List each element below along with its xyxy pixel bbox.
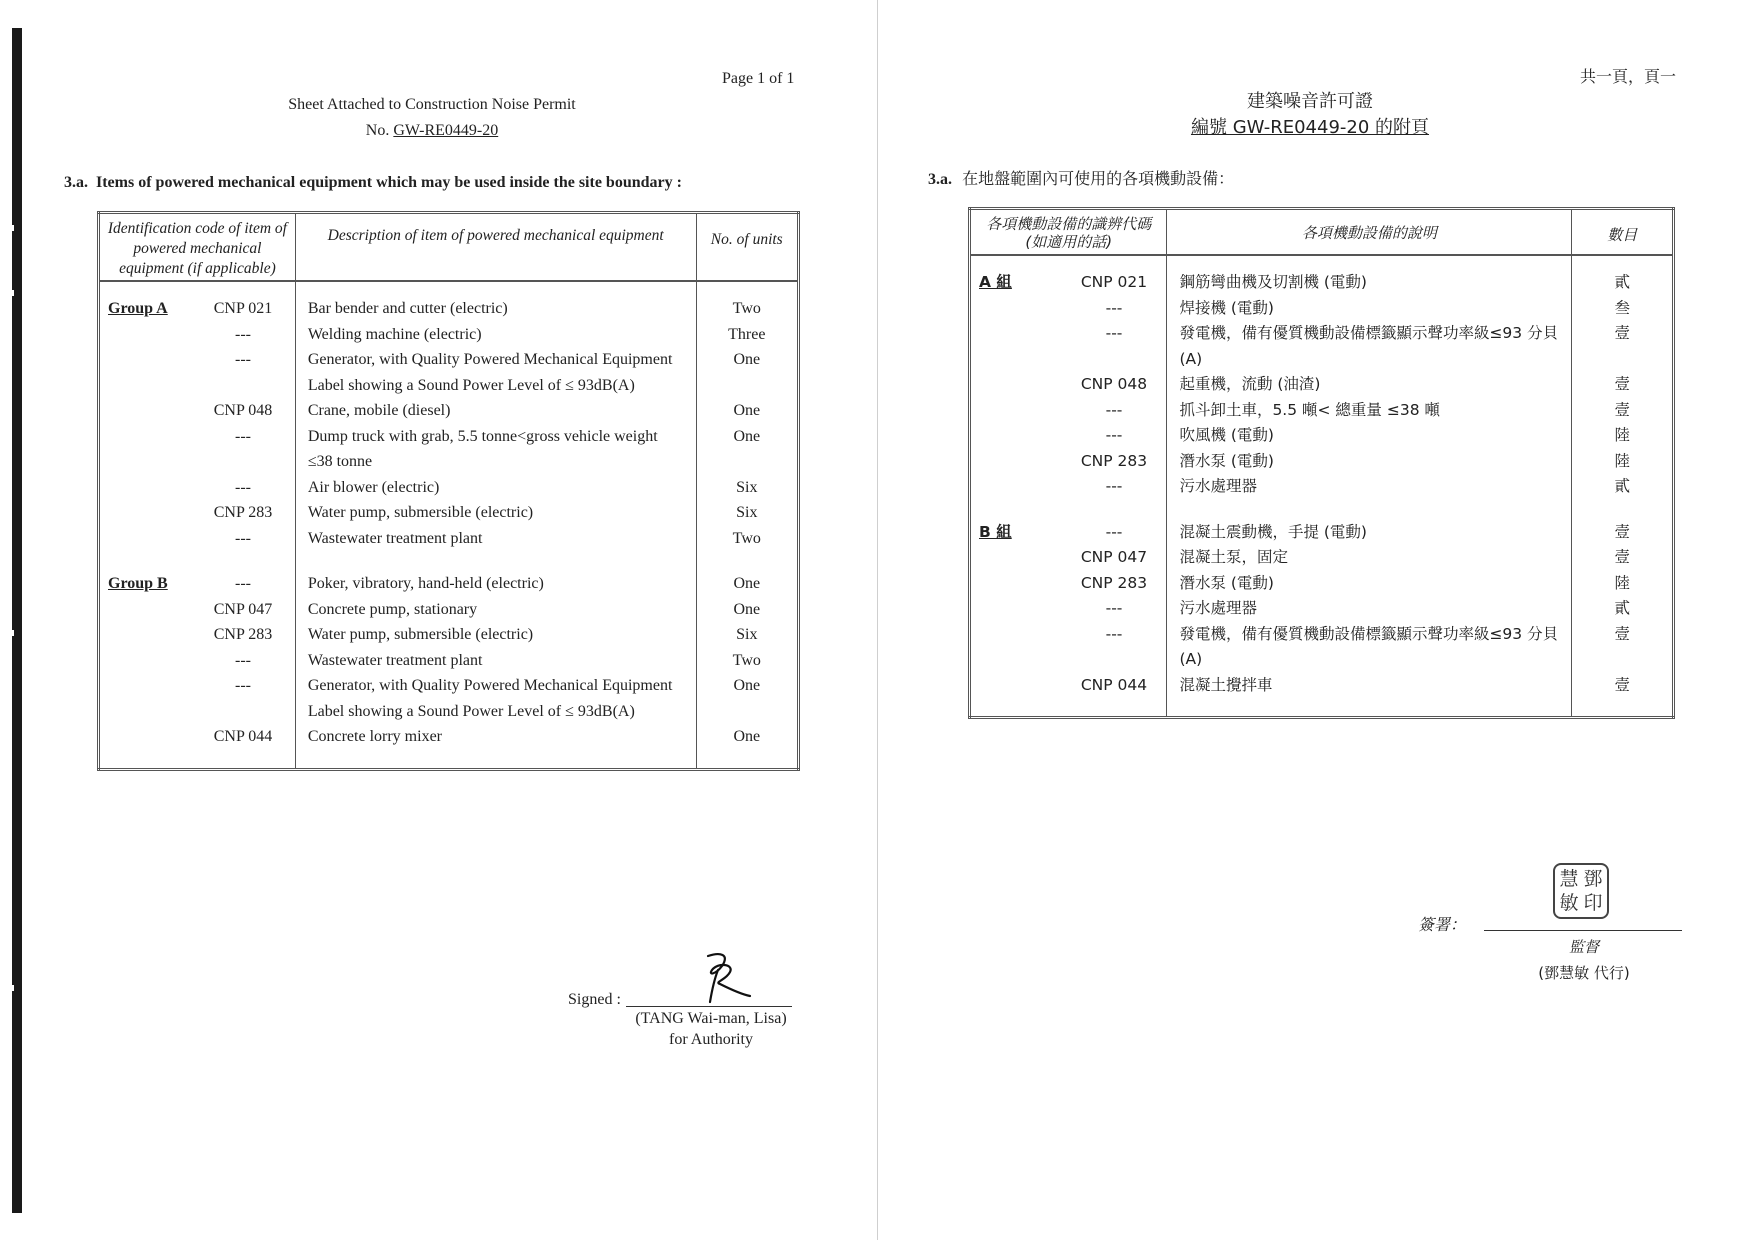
- zh-code-cell: [970, 596, 1167, 622]
- zh-unit-count: 壹: [1614, 400, 1630, 419]
- zh-section-label: 3.a.: [928, 171, 952, 188]
- code-cell: [99, 597, 296, 623]
- zh-unit-count: 陸: [1614, 451, 1630, 470]
- for-authority: for Authority: [669, 1031, 753, 1048]
- signature-line: [626, 1006, 792, 1007]
- zh-unit-count: 壹: [1614, 624, 1630, 643]
- equipment-code: ---: [235, 529, 251, 547]
- sheet-title: Sheet Attached to Construction Noise Permit: [288, 96, 576, 113]
- zh-equipment-code: ---: [1105, 624, 1123, 643]
- seal-char: 印: [1583, 892, 1603, 914]
- zh-code-cell: [970, 255, 1167, 296]
- scan-tick: [8, 985, 14, 991]
- signature: [700, 950, 764, 1006]
- table-row: [99, 475, 799, 501]
- zh-code-cell: [970, 423, 1167, 449]
- zh-equipment-code: CNP 283: [1080, 451, 1148, 470]
- zh-equipment-description: 焊接機 (電動): [1167, 296, 1572, 322]
- equipment-description: Wastewater treatment plant: [295, 526, 696, 552]
- unit-count: Six: [736, 478, 758, 496]
- equipment-code: ---: [235, 575, 251, 592]
- page-divider: [877, 0, 878, 1240]
- zh-table-row: [970, 296, 1674, 322]
- zh-unit-count: 貳: [1614, 273, 1630, 291]
- permit-number: GW-RE0449-20: [393, 122, 499, 139]
- equipment-description: Concrete lorry mixer: [295, 724, 696, 769]
- unit-count: One: [733, 677, 761, 694]
- zh-unit-count: 陸: [1614, 426, 1630, 444]
- zh-equipment-description: 混凝土震動機，手提 (電動): [1167, 500, 1572, 546]
- zh-unit-count: 貳: [1614, 477, 1630, 495]
- zh-code-cell: [970, 449, 1167, 475]
- zh-equipment-code: CNP 048: [1080, 375, 1148, 393]
- zh-unit-count: 壹: [1614, 375, 1630, 393]
- scan-tick: [8, 225, 14, 231]
- permit-number-line: [232, 122, 632, 140]
- zh-equipment-table: [968, 207, 1675, 719]
- zh-code-cell: [970, 321, 1167, 372]
- equipment-code: CNP 283: [213, 626, 273, 643]
- equipment-code: ---: [235, 325, 251, 343]
- zh-code-cell: [970, 296, 1167, 322]
- table-row: [99, 398, 799, 424]
- equipment-code: ---: [235, 651, 251, 669]
- code-cell: [99, 500, 296, 526]
- table-row: [99, 597, 799, 623]
- code-cell: [99, 526, 296, 552]
- zh-code-cell: [970, 372, 1167, 398]
- zh-equipment-code: ---: [1105, 522, 1123, 541]
- zh-equipment-description: 抓斗卸土車，5.5 噸< 總重量 ≤38 噸: [1167, 398, 1572, 424]
- zh-delegate: (鄧慧敏 代行): [1538, 964, 1630, 982]
- permit-number-prefix: No.: [365, 122, 390, 139]
- zh-header-units: 數目: [1572, 209, 1674, 256]
- table-row: [99, 526, 799, 552]
- equipment-code: CNP 048: [213, 402, 273, 419]
- zh-unit-count: 壹: [1614, 324, 1630, 342]
- zh-code-cell: [970, 545, 1167, 571]
- zh-header-description: 各項機動設備的說明: [1167, 209, 1572, 256]
- equipment-code: CNP 047: [213, 600, 273, 618]
- unit-count: One: [733, 600, 761, 618]
- unit-count: One: [733, 427, 761, 445]
- equipment-code: ---: [235, 677, 251, 694]
- page-number: Page 1 of 1: [722, 70, 795, 87]
- code-cell: [99, 673, 296, 724]
- zh-unit-count: 壹: [1614, 548, 1630, 566]
- table-row: [99, 673, 799, 724]
- zh-equipment-code: ---: [1105, 400, 1123, 419]
- code-cell: [99, 724, 296, 769]
- zh-equipment-description: 吹風機 (電動): [1167, 423, 1572, 449]
- zh-equipment-description: 起重機，流動 (油渣): [1167, 372, 1572, 398]
- zh-page-number: 共一頁，頁一: [1580, 67, 1677, 86]
- zh-signature-line: [1484, 930, 1682, 931]
- zh-group-label: A 組: [979, 273, 1012, 291]
- code-cell: [99, 424, 296, 475]
- zh-code-cell: [970, 398, 1167, 424]
- zh-equipment-description: 污水處理器: [1167, 474, 1572, 500]
- zh-section-title: 在地盤範圍內可使用的各項機動設備：: [962, 169, 1235, 188]
- zh-equipment-description: 鋼筋彎曲機及切割機 (電動): [1167, 255, 1572, 296]
- equipment-description: Water pump, submersible (electric): [295, 500, 696, 526]
- zh-table-row: [970, 545, 1674, 571]
- unit-count: Two: [732, 529, 761, 547]
- zh-section-heading: [928, 166, 1234, 189]
- zh-unit-count: 壹: [1614, 522, 1630, 541]
- header-units: No. of units: [696, 213, 798, 282]
- table-row: [99, 347, 799, 398]
- zh-equipment-code: CNP 283: [1080, 573, 1148, 592]
- equipment-description: Bar bender and cutter (electric): [295, 281, 696, 322]
- zh-code-cell: [970, 622, 1167, 673]
- zh-signed-label: 簽署：: [1418, 915, 1467, 934]
- zh-group-label: B 組: [979, 522, 1012, 541]
- zh-permit-number: 編號 GW-RE0449-20 的附頁: [1190, 117, 1430, 138]
- unit-count: Two: [732, 651, 761, 669]
- zh-header-code: 各項機動設備的識辨代碼 (如適用的話): [970, 209, 1167, 256]
- section-title: Items of powered mechanical equipment which may be used inside the site boundary :: [96, 174, 682, 191]
- zh-equipment-code: ---: [1105, 426, 1123, 444]
- zh-code-cell: [970, 474, 1167, 500]
- code-cell: [99, 475, 296, 501]
- zh-table-row: [970, 398, 1674, 424]
- zh-table-row: [970, 571, 1674, 597]
- equipment-description: Welding machine (electric): [295, 322, 696, 348]
- scan-tick: [8, 630, 14, 636]
- zh-sheet-title: 建築噪音許可證: [1247, 91, 1373, 112]
- code-cell: [99, 648, 296, 674]
- unit-count: Six: [736, 504, 758, 521]
- equipment-description: Generator, with Quality Powered Mechanical Equipment Label showing a Sound Power Level of ≤ 93dB(A): [295, 347, 696, 398]
- zh-table-row: [970, 449, 1674, 475]
- zh-table-row: [970, 596, 1674, 622]
- zh-table-row: [970, 423, 1674, 449]
- zh-table-row: [970, 372, 1674, 398]
- equipment-code: ---: [235, 427, 251, 445]
- code-cell: [99, 398, 296, 424]
- equipment-description: Concrete pump, stationary: [295, 597, 696, 623]
- zh-supervisor: 監督: [1568, 938, 1599, 956]
- header-description: Description of item of powered mechanical equipment: [295, 213, 696, 282]
- zh-code-cell: [970, 571, 1167, 597]
- zh-table-row: [970, 500, 1674, 546]
- equipment-description: Generator, with Quality Powered Mechanical Equipment Label showing a Sound Power Level of ≤ 93dB(A): [295, 673, 696, 724]
- unit-count: Two: [732, 300, 761, 317]
- signed-label: Signed :: [568, 991, 621, 1008]
- equipment-code: CNP 044: [213, 728, 273, 745]
- group-label: Group A: [108, 300, 168, 317]
- code-cell: [99, 347, 296, 398]
- table-row: [99, 648, 799, 674]
- zh-equipment-code: ---: [1105, 298, 1123, 317]
- seal-char: 慧: [1559, 868, 1579, 890]
- code-cell: [99, 322, 296, 348]
- unit-count: Three: [728, 325, 766, 343]
- equipment-code: ---: [235, 478, 251, 496]
- zh-equipment-description: 混凝土攪拌車: [1167, 673, 1572, 718]
- section-heading: [64, 174, 682, 192]
- seal-char: 鄧: [1583, 868, 1603, 890]
- equipment-code: CNP 021: [213, 300, 273, 317]
- section-label: 3.a.: [64, 174, 88, 191]
- zh-equipment-description: 發電機，備有優質機動設備標籤顯示聲功率級≤93 分貝(A): [1167, 321, 1572, 372]
- table-row: [99, 424, 799, 475]
- table-row: [99, 724, 799, 769]
- zh-equipment-description: 發電機，備有優質機動設備標籤顯示聲功率級≤93 分貝(A): [1167, 622, 1572, 673]
- zh-code-cell: [970, 673, 1167, 718]
- zh-code-cell: [970, 500, 1167, 546]
- equipment-description: Poker, vibratory, hand-held (electric): [295, 551, 696, 597]
- table-row: [99, 622, 799, 648]
- zh-equipment-code: ---: [1105, 477, 1123, 495]
- unit-count: One: [733, 575, 761, 592]
- scan-edge-bar: [12, 28, 22, 1213]
- zh-unit-count: 叁: [1614, 298, 1630, 317]
- official-seal: [1553, 863, 1609, 919]
- zh-equipment-code: CNP 044: [1080, 675, 1148, 694]
- zh-equipment-code: ---: [1105, 324, 1123, 342]
- zh-unit-count: 陸: [1614, 573, 1630, 592]
- table-row: [99, 551, 799, 597]
- code-cell: [99, 551, 296, 597]
- equipment-table: [97, 211, 800, 771]
- equipment-code: CNP 283: [213, 504, 273, 521]
- table-row: [99, 500, 799, 526]
- zh-table-row: [970, 474, 1674, 500]
- zh-table-row: [970, 321, 1674, 372]
- equipment-description: Crane, mobile (diesel): [295, 398, 696, 424]
- table-row: [99, 281, 799, 322]
- zh-unit-count: 壹: [1614, 675, 1630, 694]
- zh-equipment-code: CNP 021: [1080, 273, 1148, 291]
- unit-count: Six: [736, 626, 758, 643]
- zh-table-row: [970, 673, 1674, 718]
- zh-equipment-code: ---: [1105, 599, 1123, 617]
- scan-tick: [8, 290, 14, 296]
- header-code: Identification code of item of powered mechanical equipment (if applicable): [99, 213, 296, 282]
- unit-count: One: [733, 351, 761, 368]
- seal-char: 敏: [1559, 892, 1579, 914]
- unit-count: One: [733, 728, 761, 745]
- equipment-description: Dump truck with grab, 5.5 tonne<gross vehicle weight ≤38 tonne: [295, 424, 696, 475]
- zh-equipment-description: 混凝土泵，固定: [1167, 545, 1572, 571]
- equipment-description: Wastewater treatment plant: [295, 648, 696, 674]
- code-cell: [99, 622, 296, 648]
- equipment-description: Water pump, submersible (electric): [295, 622, 696, 648]
- zh-table-row: [970, 255, 1674, 296]
- zh-equipment-description: 潛水泵 (電動): [1167, 571, 1572, 597]
- table-row: [99, 322, 799, 348]
- zh-equipment-description: 潛水泵 (電動): [1167, 449, 1572, 475]
- equipment-description: Air blower (electric): [295, 475, 696, 501]
- zh-unit-count: 貳: [1614, 599, 1630, 617]
- code-cell: [99, 281, 296, 322]
- unit-count: One: [733, 402, 761, 419]
- zh-equipment-code: CNP 047: [1080, 548, 1148, 566]
- group-label: Group B: [108, 575, 168, 592]
- signatory-name: (TANG Wai-man, Lisa): [635, 1010, 787, 1027]
- zh-table-row: [970, 622, 1674, 673]
- zh-equipment-description: 污水處理器: [1167, 596, 1572, 622]
- equipment-code: ---: [235, 351, 251, 368]
